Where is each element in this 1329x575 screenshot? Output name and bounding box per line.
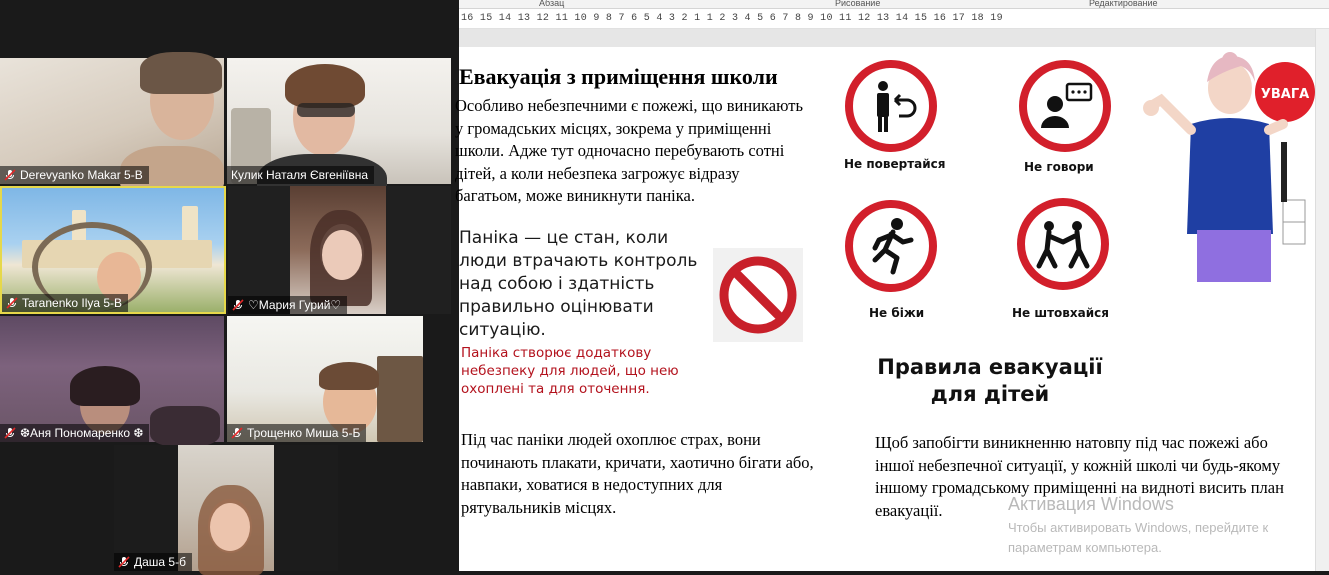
participant-nametag: [2, 294, 128, 312]
intro-paragraph: Особливо небезпечними є пожежі, що виникають у громадських місцях, зокрема у приміщенні школи. Адже тут одночасно перебувають сотні дітей, а коли небезпека загрожує відразу багатьом, може виникнути паніка.: [455, 96, 803, 205]
sign-label: Не штовхайся: [1012, 306, 1109, 320]
video-tile[interactable]: [227, 316, 423, 442]
windows-activation-title: Активация Windows: [1008, 494, 1174, 514]
participant-nametag: [227, 424, 366, 442]
participant-name: Derevyanko Makar 5-В: [20, 168, 143, 182]
participant-name: Даша 5-б: [134, 555, 186, 569]
video-tile[interactable]: [0, 316, 224, 442]
participant-name: Кулик Наталя Євгеніївна: [231, 168, 369, 182]
panic-effects-paragraph: Під час паніки людей охоплює страх, вони починають плакати, кричати, хаотично бігати або, навпаки, ховатися в недоступних для рятувальників місцях.: [461, 430, 814, 517]
panic-danger-note: Паніка створює додаткову небезпеку для людей, що нею охоплені та для оточення.: [461, 345, 679, 397]
windows-activation-subtitle: Чтобы активировать Windows, перейдите к параметрам компьютера.: [1008, 520, 1269, 555]
pushing-icon: [1015, 196, 1111, 292]
document-title: Евакуація з приміщення школи: [459, 64, 778, 89]
ribbon-group-paragraph[interactable]: Абзац: [539, 0, 565, 8]
running-icon: [843, 198, 939, 294]
uvaga-sign-text: УВАГА: [1260, 87, 1310, 102]
teacher-illustration: [1141, 52, 1310, 284]
video-tile[interactable]: [0, 58, 224, 184]
video-tile[interactable]: [228, 186, 451, 314]
rules-title: [855, 354, 1125, 408]
participant-nametag: [228, 296, 347, 314]
ribbon-group-drawing[interactable]: Рисование: [835, 0, 881, 8]
horizontal-ruler[interactable]: [459, 9, 1329, 29]
prohibit-icon: [713, 248, 803, 342]
muted-mic-icon: [118, 556, 130, 568]
participant-name: Taranenko Ilya 5-B: [22, 296, 123, 310]
participant-name: ❆Аня Пономаренко ❆: [20, 426, 144, 440]
prohibition-image: [713, 248, 803, 342]
video-gallery: [0, 0, 459, 571]
participant-name: ♡Мария Гурий♡: [248, 298, 342, 312]
talking-icon: [1017, 58, 1113, 154]
participant-nametag: [0, 424, 149, 442]
turn-back-icon: [843, 58, 939, 154]
sign-label: Не повертайся: [844, 157, 946, 171]
ribbon-group-labels: [459, 0, 1329, 9]
muted-mic-icon: [4, 427, 16, 439]
muted-mic-icon: [6, 297, 18, 309]
muted-mic-icon: [231, 427, 243, 439]
panic-definition: Паніка — це стан, коли люди втрачають контроль над собою і здатність правильно оцінювати ситуацію.: [459, 228, 698, 340]
participant-name: Трощенко Миша 5-Б: [247, 426, 361, 440]
video-tile-active[interactable]: [0, 186, 226, 314]
participant-nametag: [114, 553, 192, 571]
participant-nametag: [227, 166, 374, 184]
rules-title-line1: Правила евакуації: [877, 355, 1103, 379]
ruler-numbers: 16 15 14 13 12 11 10 9 8 7 6 5 4 3 2 1 1 2 3 4 5 6 7 8 9 10 11 12 13 14 15 16 17 18 19: [461, 13, 1003, 24]
sign-label: Не говори: [1024, 160, 1094, 174]
muted-mic-icon: [232, 299, 244, 311]
ribbon-group-editing[interactable]: Редактирование: [1089, 0, 1158, 8]
video-tile[interactable]: [227, 58, 451, 184]
sign-label: Не біжи: [869, 306, 925, 320]
word-document-window: [455, 0, 1329, 571]
participant-nametag: [0, 166, 149, 184]
vertical-scrollbar[interactable]: [1315, 29, 1329, 571]
rules-title-line2: для дітей: [930, 382, 1050, 406]
evacuation-plan-paragraph: Щоб запобігти виникненню натовпу під час пожежі або іншої небезпечної ситуації, у кожній школі чи будь-якому іншому громадському приміщенні на видноті висить план евакуації.: [875, 433, 1284, 520]
muted-mic-icon: [4, 169, 16, 181]
video-tile[interactable]: [114, 445, 338, 571]
page-gap: [459, 29, 1329, 47]
